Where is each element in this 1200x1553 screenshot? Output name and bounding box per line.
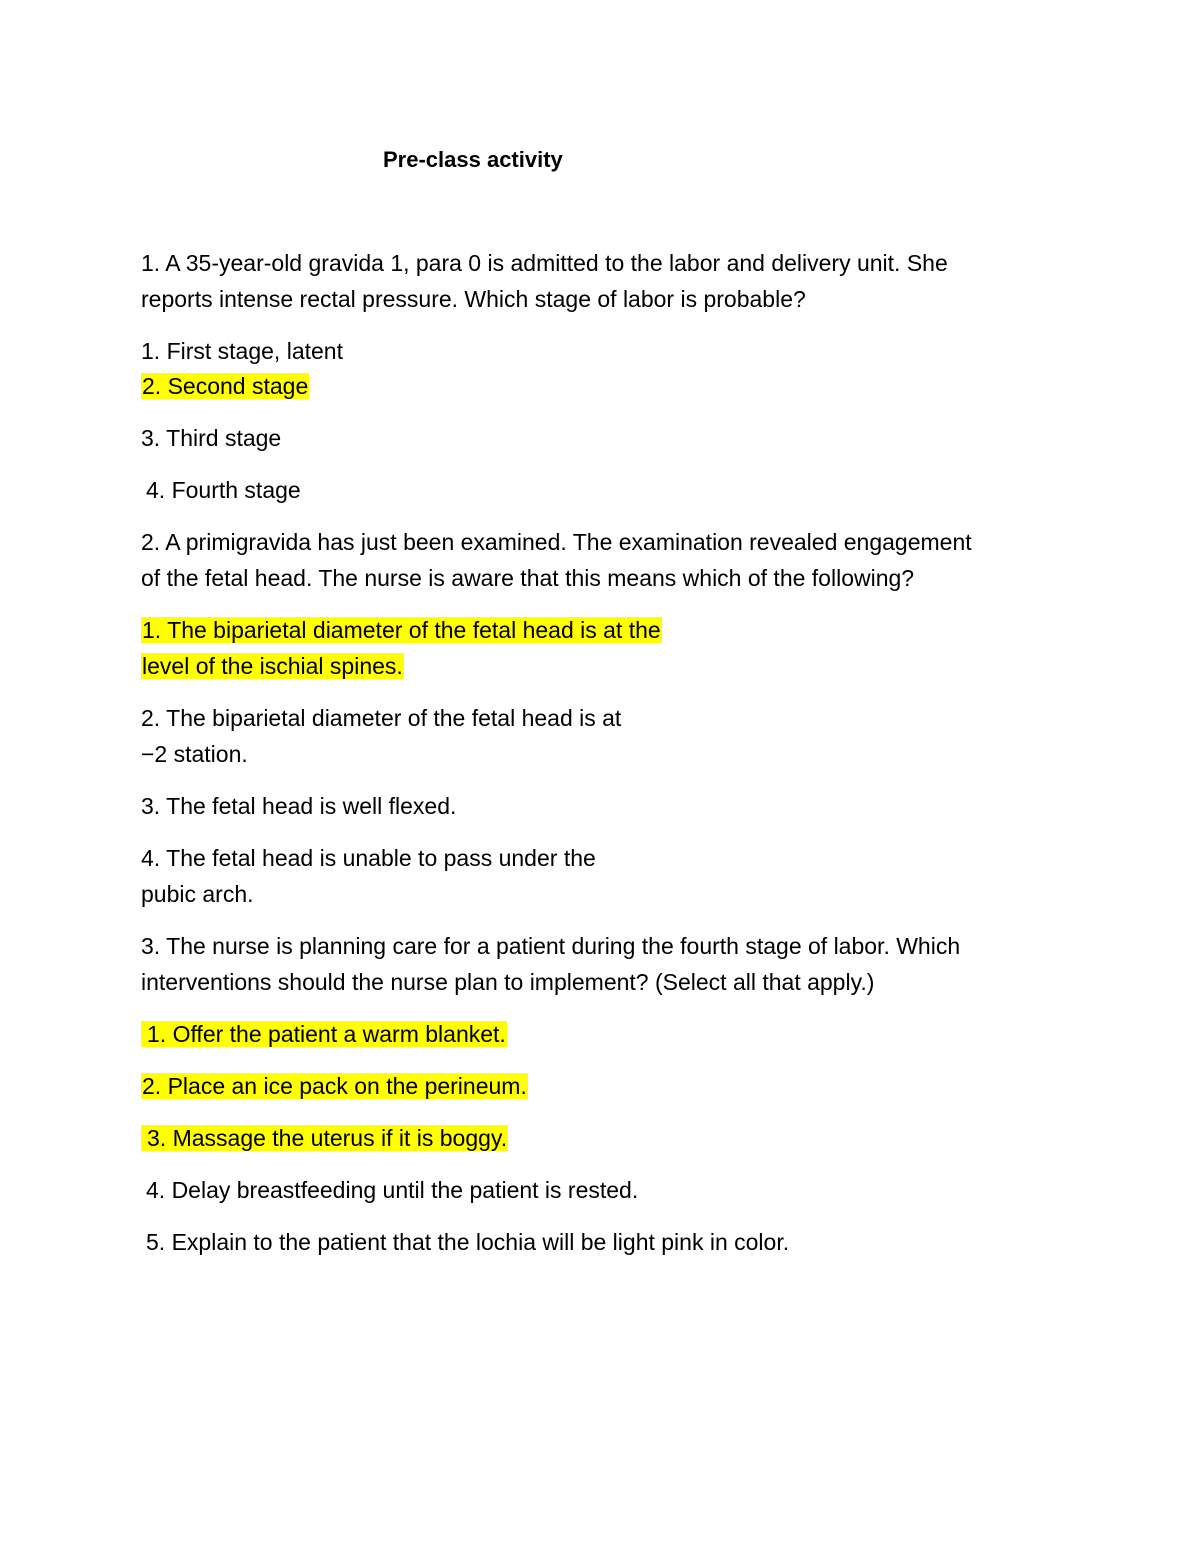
- question-3-option-4: 4. Delay breastfeeding until the patient is rested.: [146, 1177, 639, 1203]
- question-3-option-2-highlighted: 2. Place an ice pack on the perineum.: [142, 1073, 527, 1099]
- question-2-option-4-line-1: 4. The fetal head is unable to pass under the: [141, 845, 596, 871]
- question-2-option-1-line-2-highlighted: level of the ischial spines.: [142, 653, 403, 679]
- question-1-option-2-highlighted: 2. Second stage: [142, 373, 309, 399]
- question-2-option-1-line-1-highlighted: 1. The biparietal diameter of the fetal head is at the: [142, 617, 661, 643]
- question-2-option-2-line-1: 2. The biparietal diameter of the fetal head is at: [141, 705, 622, 731]
- question-2-stem-line-1: 2. A primigravida has just been examined. The examination revealed engagement: [141, 529, 972, 555]
- question-1-option-4: 4. Fourth stage: [146, 477, 301, 503]
- question-1-option-1: 1. First stage, latent: [141, 338, 343, 364]
- question-2-option-4-line-2: pubic arch.: [141, 881, 254, 907]
- question-3-option-5: 5. Explain to the patient that the lochia will be light pink in color.: [146, 1229, 790, 1255]
- question-3-stem-line-1: 3. The nurse is planning care for a patient during the fourth stage of labor. Which: [141, 933, 961, 959]
- question-1-stem-line-2: reports intense rectal pressure. Which stage of labor is probable?: [141, 286, 806, 312]
- question-1-option-3: 3. Third stage: [141, 425, 282, 451]
- question-3-option-3-highlighted: 3. Massage the uterus if it is boggy.: [141, 1125, 508, 1151]
- question-3-option-1-highlighted: 1. Offer the patient a warm blanket.: [141, 1021, 507, 1047]
- question-3-stem-line-2: interventions should the nurse plan to implement? (Select all that apply.): [141, 969, 875, 995]
- page-title: Pre-class activity: [383, 147, 563, 172]
- question-1-stem-line-1: 1. A 35-year-old gravida 1, para 0 is admitted to the labor and delivery unit. She: [141, 250, 948, 276]
- question-2-stem-line-2: of the fetal head. The nurse is aware that this means which of the following?: [141, 565, 915, 591]
- question-2-option-3: 3. The fetal head is well flexed.: [141, 793, 457, 819]
- question-2-option-2-line-2: −2 station.: [141, 741, 248, 767]
